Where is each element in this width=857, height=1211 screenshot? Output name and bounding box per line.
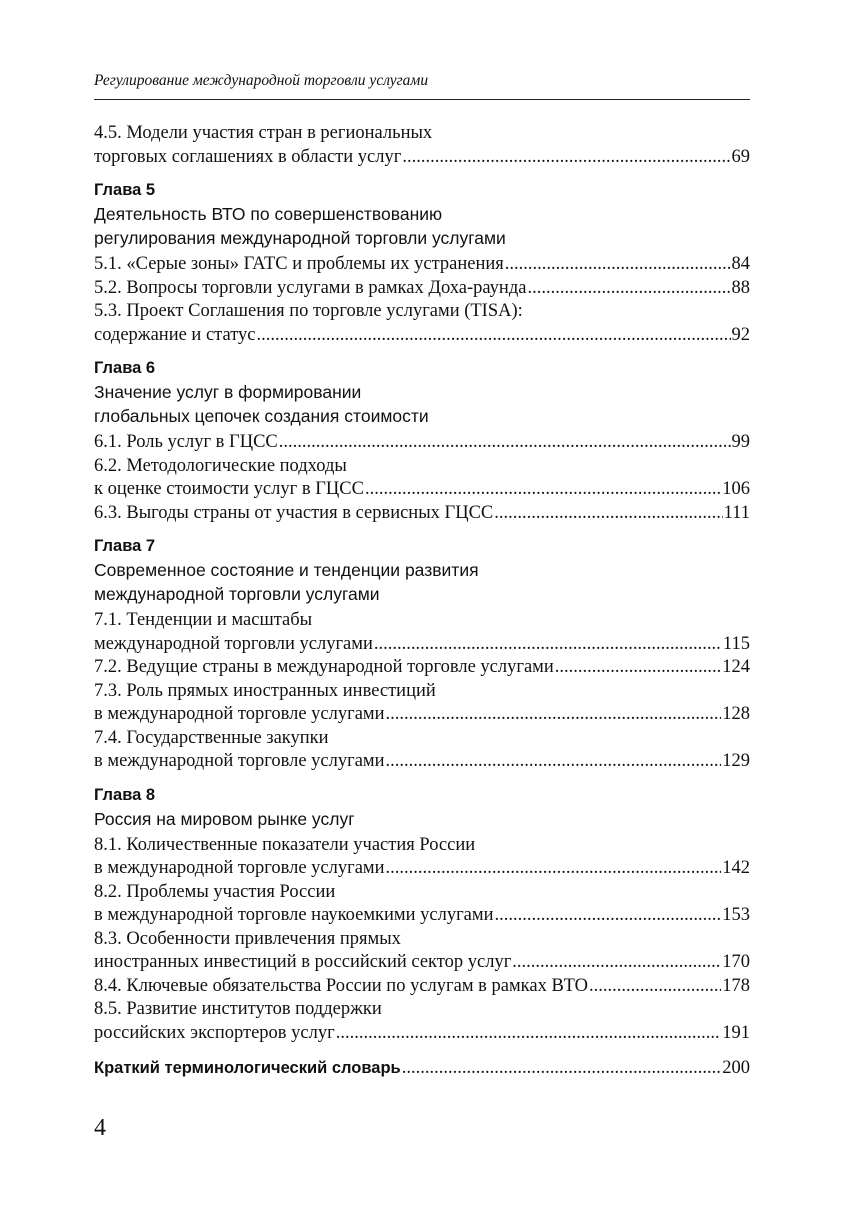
toc-page-number: 178 <box>722 975 750 996</box>
glossary-title: Краткий терминологический словарь <box>94 1059 401 1077</box>
chapter-label: Глава 5 <box>94 181 156 199</box>
dot-leader <box>402 146 730 170</box>
toc-page-number: 191 <box>722 1022 750 1043</box>
toc-entry[interactable] <box>94 277 750 301</box>
chapter-label: Глава 6 <box>94 359 156 377</box>
toc-page-number: 124 <box>722 657 750 677</box>
toc-entry-line: 7.3. Роль прямых иностранных инвестиций <box>94 680 436 701</box>
toc-entry-line: 8.2. Проблемы участия России <box>94 881 336 902</box>
toc-entry-title: 5.1. «Серые зоны» ГАТС и проблемы их устранения <box>94 254 504 274</box>
toc-page-number: 129 <box>722 751 750 771</box>
toc-page-number: 111 <box>723 502 750 523</box>
toc-page-number: 115 <box>722 633 750 654</box>
chapter-title-line: Значение услуг в формировании <box>94 382 362 402</box>
dot-leader <box>386 750 722 774</box>
dot-leader <box>555 656 721 680</box>
dot-leader <box>527 277 730 301</box>
dot-leader <box>279 431 731 455</box>
toc-entry-line <box>94 431 750 455</box>
toc-page-number: 88 <box>731 277 750 298</box>
toc-entry-line <box>94 857 750 881</box>
toc-entry-line <box>94 324 750 348</box>
toc-entry-line: 4.5. Модели участия стран в региональных <box>94 123 433 143</box>
toc-entry-title: иностранных инвестиций в российский сектор услуг <box>94 952 512 972</box>
dot-leader <box>512 951 721 975</box>
chapter-title-line: регулирования международной торговли услугами <box>94 228 506 248</box>
toc-entry-line <box>94 703 750 727</box>
chapter-title-line: Россия на мировом рынке услуг <box>94 808 355 829</box>
chapter-6 <box>94 357 750 525</box>
toc-entry-line <box>94 1057 750 1081</box>
chapter-8 <box>94 784 750 1046</box>
dot-leader <box>495 904 722 928</box>
toc-entry[interactable] <box>94 680 750 727</box>
folio-page-number: 4 <box>94 1115 106 1141</box>
toc-page-number: 153 <box>722 905 750 925</box>
toc-entry-title: в международной торговле услугами <box>94 751 385 771</box>
toc-entry[interactable] <box>94 834 750 881</box>
toc-entry[interactable] <box>94 928 750 975</box>
toc-page-number: 99 <box>731 432 750 452</box>
dot-leader <box>505 253 731 277</box>
toc-entry-title: в международной торговле наукоемкими услугами <box>94 905 494 925</box>
toc-entry-line: 8.3. Особенности привлечения прямых <box>94 928 401 949</box>
toc-entry-line <box>94 277 750 301</box>
toc-entry-line <box>94 656 750 680</box>
chapter-label: Глава 8 <box>94 785 156 804</box>
toc-entry-title: торговых соглашениях в области услуг <box>94 146 402 167</box>
toc-entry-line <box>94 502 750 526</box>
toc-entry-line <box>94 975 750 999</box>
toc-entry-title: в международной торговле услугами <box>94 704 385 724</box>
toc-entry-glossary[interactable] <box>94 1057 750 1081</box>
running-header: Регулирование международной торговли услугами <box>94 72 429 89</box>
toc-entry-line <box>94 633 750 657</box>
toc-entry-title: 7.2. Ведущие страны в международной торговле услугами <box>94 657 554 677</box>
toc-entry[interactable] <box>94 122 750 169</box>
toc-entry-line <box>94 1022 750 1046</box>
toc-page-number: 92 <box>731 324 750 345</box>
dot-leader <box>374 633 722 657</box>
toc-entry[interactable] <box>94 502 750 526</box>
dot-leader <box>365 478 721 502</box>
toc-entry-line: 7.4. Государственные закупки <box>94 727 329 748</box>
toc-entry[interactable] <box>94 431 750 455</box>
chapter-title-line: международной торговли услугами <box>94 584 380 604</box>
toc-entry-title: к оценке стоимости услуг в ГЦСС <box>94 479 364 499</box>
toc-entry[interactable] <box>94 300 750 347</box>
toc-entry-line: 8.5. Развитие институтов поддержки <box>94 999 382 1019</box>
toc-entry-line: 6.2. Методологические подходы <box>94 455 347 476</box>
toc-page-number: 106 <box>722 479 750 499</box>
toc-entry-line <box>94 478 750 502</box>
chapter-title-line: Современное состояние и тенденции развития <box>94 560 479 580</box>
toc-entry-title: 5.2. Вопросы торговли услугами в рамках Доха-раунда <box>94 277 527 298</box>
dot-leader <box>386 703 722 727</box>
chapter-7 <box>94 535 750 774</box>
dot-leader <box>589 975 721 999</box>
toc-page-number: 69 <box>731 146 750 167</box>
toc-entry-line <box>94 951 750 975</box>
chapter-5 <box>94 179 750 347</box>
toc-entry-title: международной торговли услугами <box>94 633 373 654</box>
toc-entry[interactable] <box>94 998 750 1045</box>
toc-entry-title: 6.1. Роль услуг в ГЦСС <box>94 432 278 452</box>
toc-entry[interactable] <box>94 975 750 999</box>
toc-entry[interactable] <box>94 727 750 774</box>
chapter-label: Глава 7 <box>94 537 156 555</box>
toc-entry[interactable] <box>94 253 750 277</box>
toc-entry[interactable] <box>94 656 750 680</box>
toc-page-number: 128 <box>722 704 750 724</box>
toc-entry-line <box>94 904 750 928</box>
toc-entry[interactable] <box>94 881 750 928</box>
toc-entry[interactable] <box>94 455 750 502</box>
toc-entry-title: 8.4. Ключевые обязательства России по услугам в рамках ВТО <box>94 975 588 996</box>
toc-entry-title: российских экспортеров услуг <box>94 1022 335 1043</box>
table-of-contents <box>94 122 750 1081</box>
toc-page-number: 170 <box>722 952 750 972</box>
toc-page-number: 200 <box>722 1058 750 1078</box>
toc-page-number: 84 <box>731 254 750 274</box>
dot-leader <box>494 502 722 526</box>
toc-entry-line: 7.1. Тенденции и масштабы <box>94 610 313 630</box>
chapter-title-line: Деятельность ВТО по совершенствованию <box>94 204 443 224</box>
dot-leader <box>402 1057 722 1081</box>
dot-leader <box>386 857 722 881</box>
toc-entry-line <box>94 750 750 774</box>
toc-page-number: 142 <box>722 858 750 878</box>
toc-entry-title: 6.3. Выгоды страны от участия в сервисных ГЦСС <box>94 502 494 523</box>
toc-entry-line <box>94 146 750 170</box>
toc-entry-line: 8.1. Количественные показатели участия России <box>94 834 476 855</box>
toc-entry-title: содержание и статус <box>94 324 256 345</box>
header-rule <box>94 99 750 100</box>
toc-entry-line <box>94 253 750 277</box>
toc-entry[interactable] <box>94 609 750 656</box>
chapter-title-line: глобальных цепочек создания стоимости <box>94 406 429 426</box>
toc-entry-line: 5.3. Проект Соглашения по торговле услугами (TISA): <box>94 301 523 321</box>
dot-leader <box>257 324 731 348</box>
toc-entry-title: в международной торговле услугами <box>94 858 385 878</box>
dot-leader <box>336 1022 722 1046</box>
